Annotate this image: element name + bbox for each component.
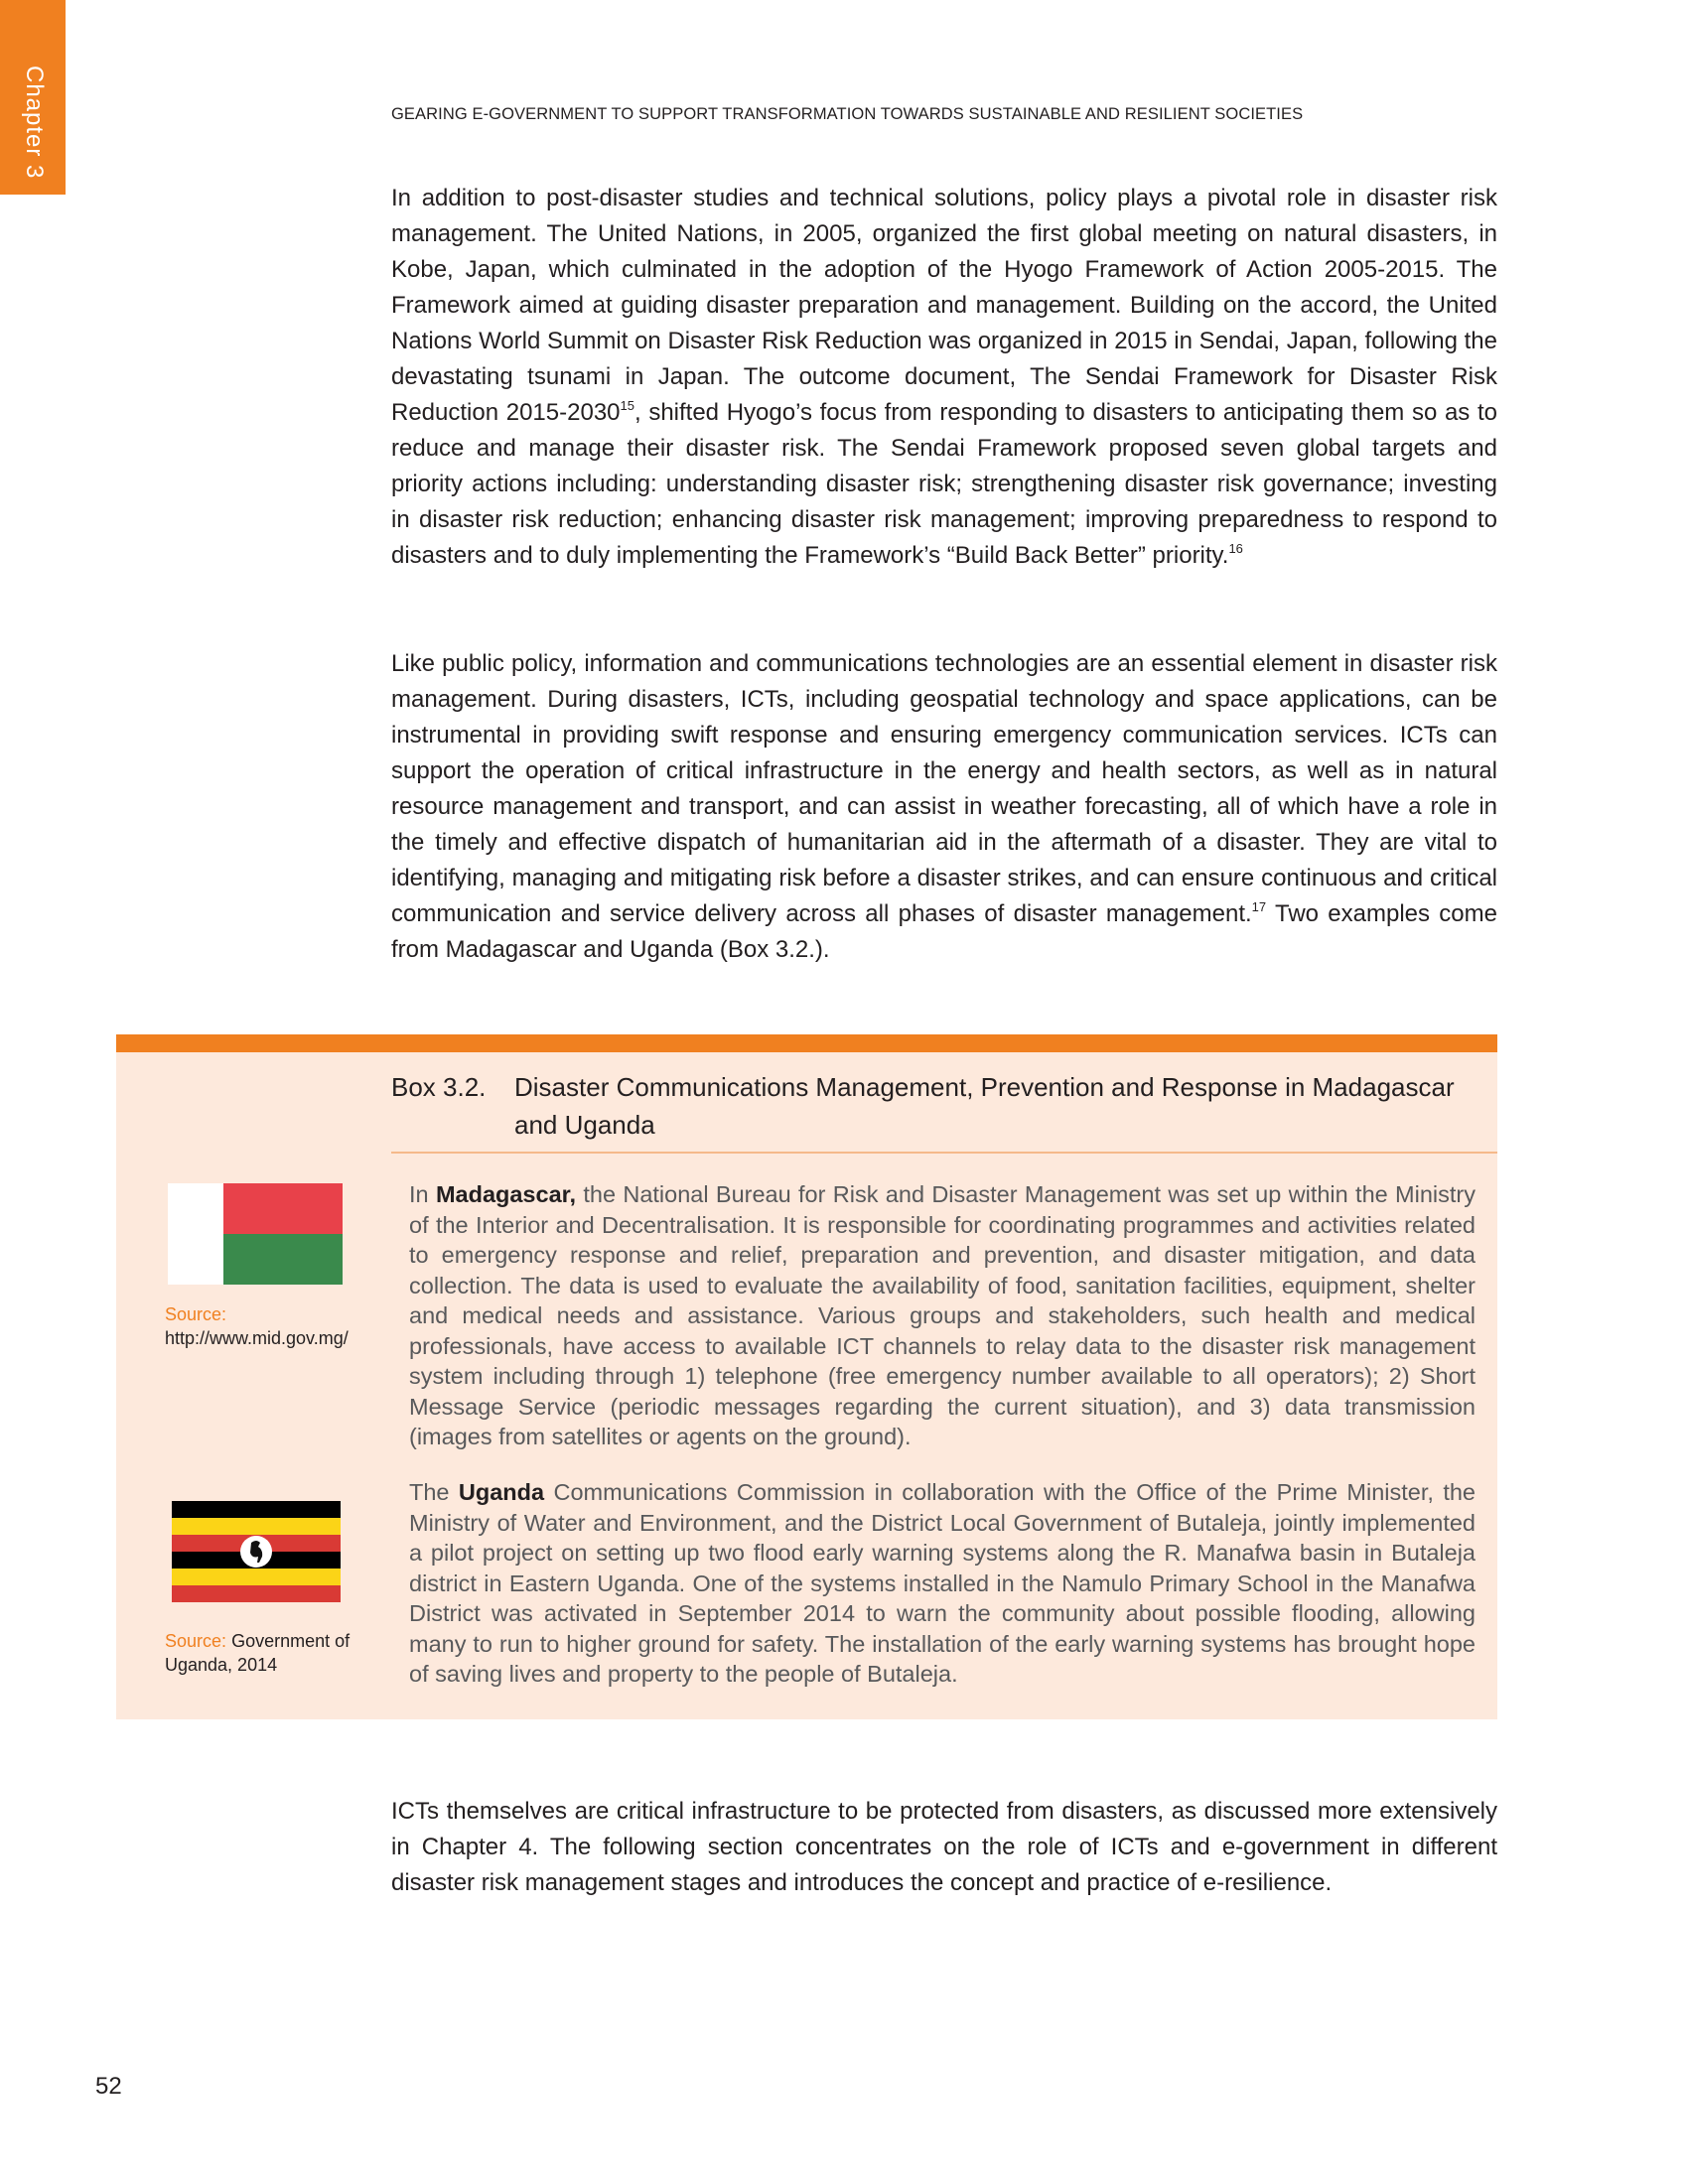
box-number: Box 3.2.	[391, 1072, 487, 1102]
running-header: GEARING E-GOVERNMENT TO SUPPORT TRANSFORMATION TOWARDS SUSTAINABLE AND RESILIENT SOCIETIES	[391, 105, 1304, 123]
box-title-text: Disaster Communications Management, Prevention and Response in Madagascar and Uganda	[514, 1072, 1455, 1140]
paragraph-policy	[391, 181, 1497, 574]
box-text-lead: The	[409, 1479, 459, 1505]
box-title-rule	[391, 1152, 1497, 1154]
paragraph-text: In addition to post-disaster studies and technical solutions, policy plays a pivotal role in disaster risk management. The United Nations, in 2005, organized the first global meeting on natural disasters, in Kobe, Japan, which culminated in the adoption of the Hyogo Framework of Action 2005-2015. The Framework aimed at guiding disaster preparation and management. Building on the accord, the United Nations World Summit on Disaster Risk Reduction was organized in 2015 in Sendai, Japan, following the devastating tsunami in Japan. The outcome document, The Sendai Framework for Disaster Risk Reduction 2015-2030	[391, 185, 1497, 426]
box-text-body: Communications Commission in collaboration with the Office of the Prime Minister, the Ministry of Water and Environment, and the District Local Government of Butaleja, jointly implemented a pilot project on setting up two flood early warning systems along the R. Manafwa basin in Butaleja district in Eastern Uganda. One of the systems installed in the Namulo Primary School in the Manafwa District was activated in September 2014 to warn the community about possible flooding, allowing many to run to higher ground for safety. The installation of the early warning systems has brought hope of saving lives and property to the people of Butaleja.	[409, 1479, 1476, 1687]
chapter-tab-label: Chapter 3	[21, 66, 48, 180]
paragraph-text: , shifted Hyogo’s focus from responding to disasters to anticipating them so as to reduce and manage their disaster risk. The Sendai Framework proposed seven global targets and priority actions including: understanding disaster risk; strengthening disaster risk governance; investing in disaster risk reduction; enhancing disaster risk management; improving preparedness to respond to disasters and to duly implementing the Framework’s “Build Back Better” priority.	[391, 399, 1497, 569]
country-name: Uganda	[458, 1479, 545, 1505]
paragraph-conclusion: ICTs themselves are critical infrastructure to be protected from disasters, as discussed more extensively in Chapter 4. The following section concentrates on the role of ICTs and e-government in different disaster risk management stages and introduces the concept and practice of e-resilience.	[391, 1798, 1497, 1896]
flag-stripe	[172, 1518, 341, 1535]
page-number: 52	[95, 2073, 122, 2100]
flag-green-band	[223, 1234, 343, 1285]
paragraph-text: Two examples come from Madagascar and Uganda (Box 3.2.).	[391, 900, 1497, 963]
box-3-2	[116, 1034, 1497, 1719]
uganda-paragraph	[409, 1477, 1476, 1690]
box-top-bar	[116, 1034, 1497, 1052]
flag-stripe	[172, 1585, 341, 1602]
paragraph-text: Like public policy, information and communications technologies are an essential element in disaster risk management. During disasters, ICTs, including geospatial technology and space applications, can be instrumental in providing swift response and ensuring emergency communication services. ICTs can support the operation of critical infrastructure in the energy and health sectors, as well as in natural resource management and transport, and can assist in weather forecasting, all of which have a role in the timely and effective dispatch of humanitarian aid in the aftermath of a disaster. They are vital to identifying, managing and mitigating risk before a disaster strikes, and can ensure continuous and critical communication and service delivery across all phases of disaster management.	[391, 650, 1497, 927]
footnote-ref[interactable]: 16	[1228, 541, 1243, 556]
box-text-lead: In	[409, 1181, 436, 1207]
box-text-body: the National Bureau for Risk and Disaster Management was set up within the Ministry of the Interior and Decentralisation. It is responsible for coordinating programmes and activities related to emergency response and relief, preparation and prevention, and disaster mitigation, and data collection. The data is used to evaluate the availability of food, sanitation facilities, equipment, shelter and medical needs and assistance. Various groups and stakeholders, such health and medical professionals, have access to available ICT channels to relay data to the disaster risk management system including through 1) telephone (free emergency number available to all operators); 2) Short Message Service (periodic messages regarding the current situation), and 3) data transmission (images from satellites or agents on the ground).	[409, 1181, 1476, 1449]
source-link[interactable]: http://www.mid.gov.mg/	[165, 1328, 349, 1348]
madagascar-paragraph	[409, 1179, 1476, 1452]
flag-stripe	[172, 1501, 341, 1518]
uganda-flag-image	[172, 1501, 341, 1602]
uganda-source	[165, 1629, 363, 1677]
source-text: Government of Uganda, 2014	[165, 1631, 351, 1675]
madagascar-source	[165, 1302, 363, 1350]
footnote-ref[interactable]: 15	[620, 398, 634, 413]
source-label: Source:	[165, 1631, 227, 1651]
footnote-ref[interactable]: 17	[1251, 899, 1267, 914]
flag-stripe	[172, 1569, 341, 1585]
chapter-tab	[0, 0, 66, 195]
country-name: Madagascar,	[435, 1181, 577, 1207]
source-label: Source:	[165, 1304, 227, 1324]
flag-red-band	[223, 1183, 343, 1234]
paragraph-icts	[391, 646, 1497, 968]
madagascar-flag-image	[168, 1183, 343, 1285]
